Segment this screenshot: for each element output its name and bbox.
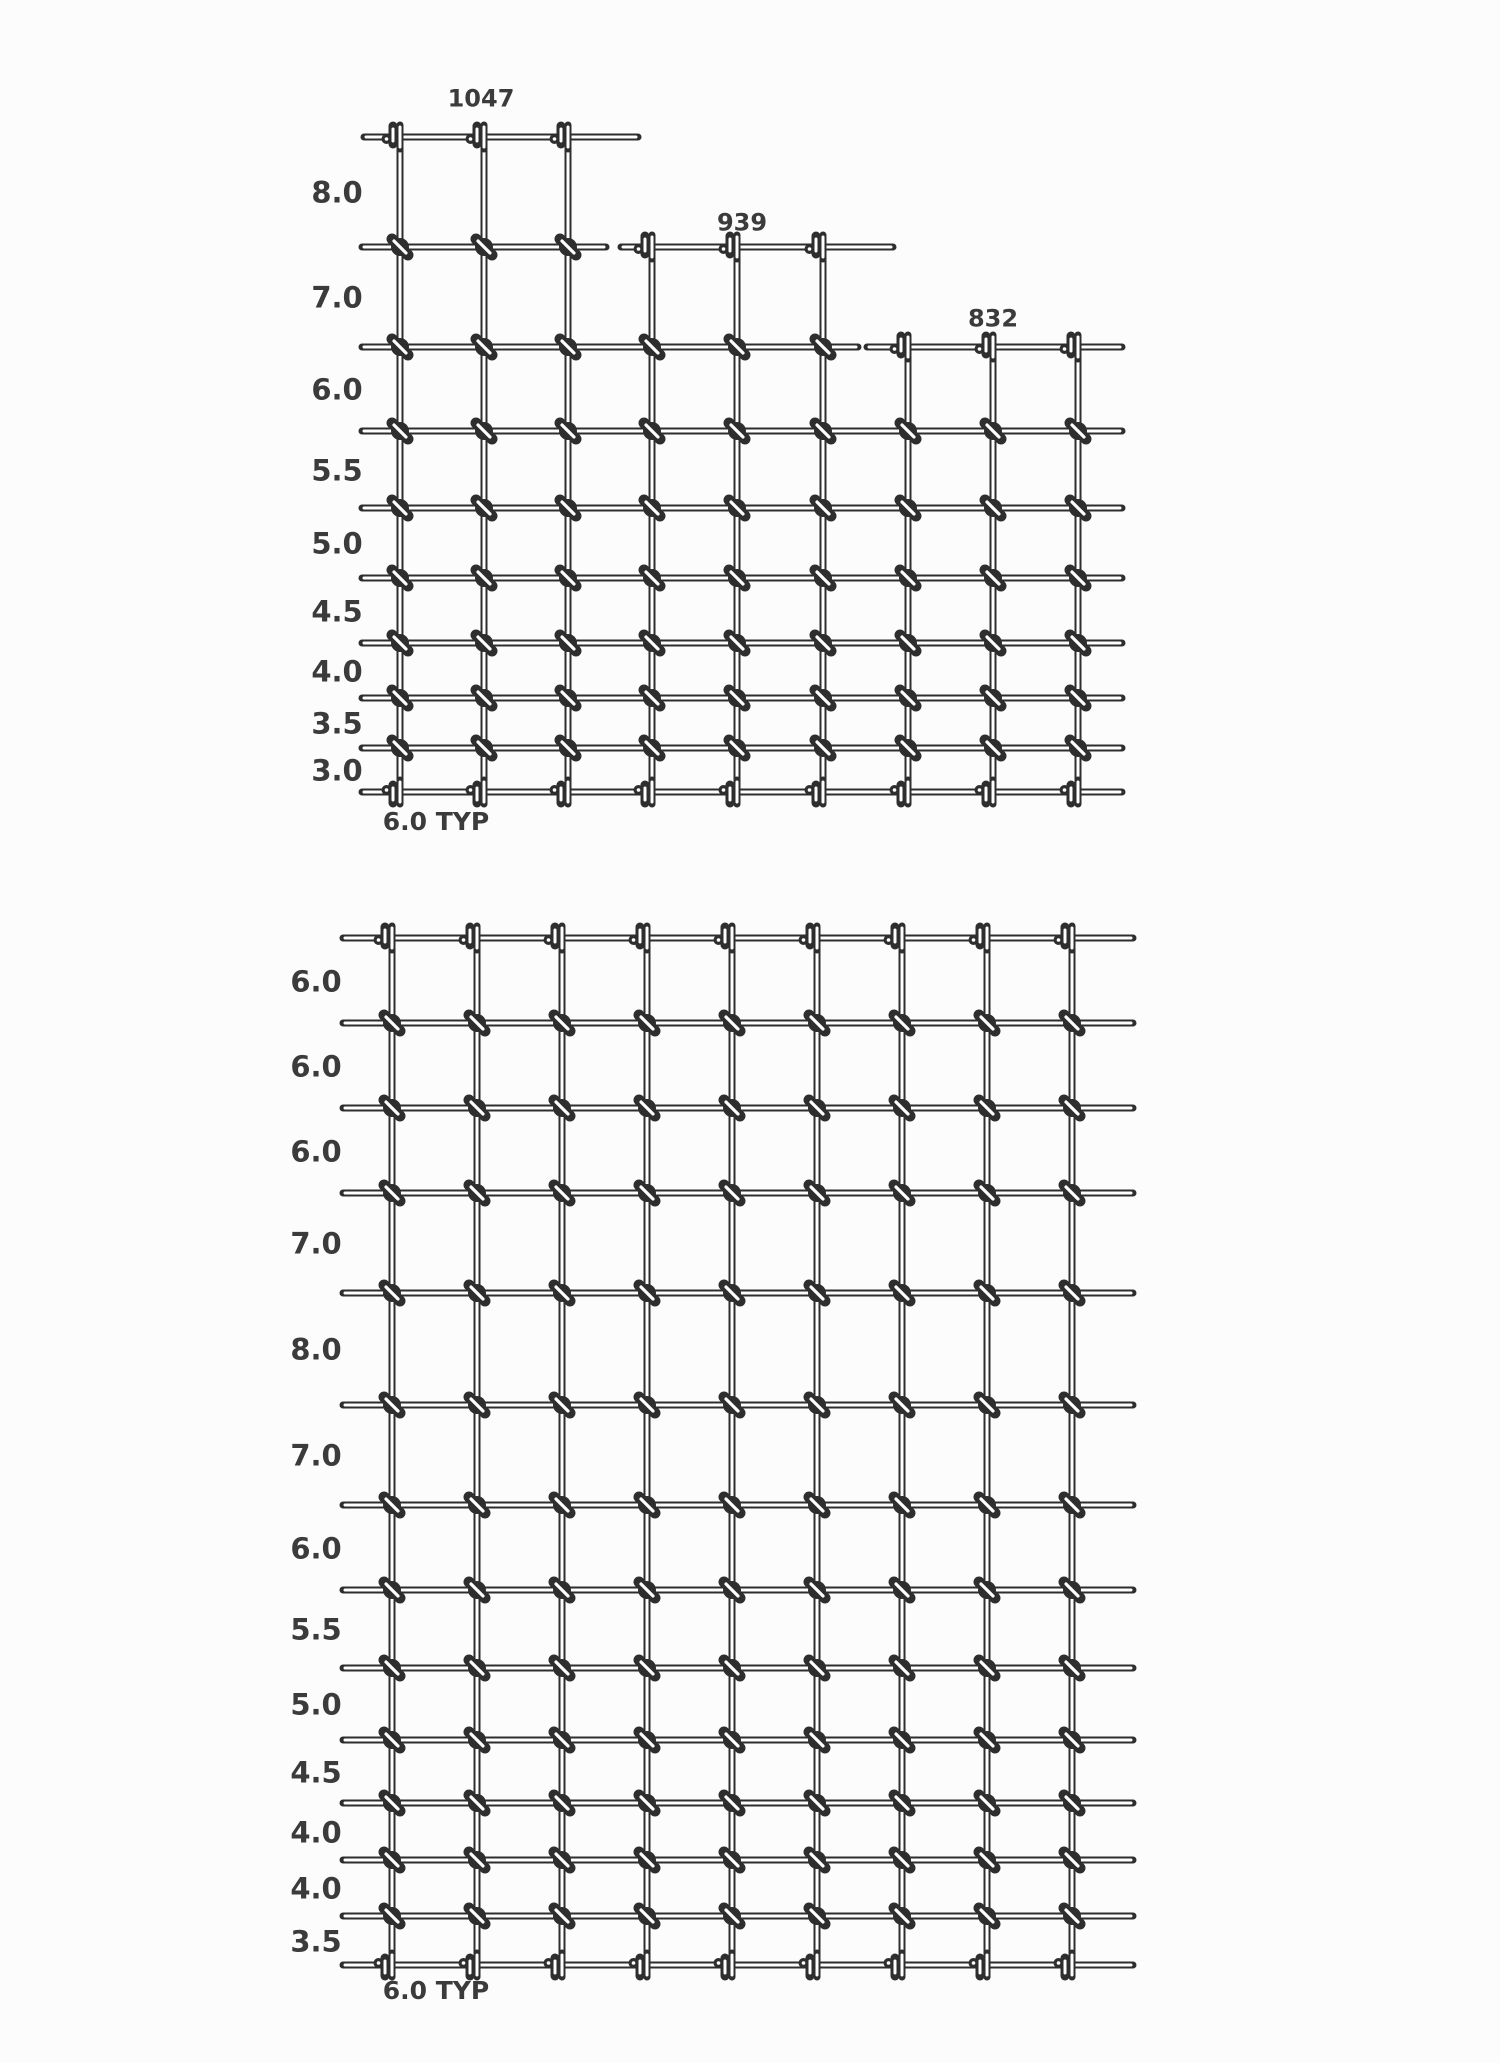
style-number-label: 832 bbox=[967, 304, 1019, 333]
wire-spacing-label: 8.0 bbox=[290, 1332, 342, 1367]
wire-spacing-label: 5.5 bbox=[290, 1612, 342, 1647]
wire-spacing-label: 4.5 bbox=[290, 1755, 342, 1790]
style-number-label: 939 bbox=[716, 208, 768, 237]
wire-spacing-label: 3.5 bbox=[290, 1924, 342, 1959]
wire-spacing-label: 4.0 bbox=[290, 1815, 342, 1850]
wire-spacing-label: 7.0 bbox=[290, 1226, 342, 1261]
style-number-label: 1047 bbox=[447, 84, 515, 113]
wire-spacing-label: 6.0 bbox=[311, 372, 363, 407]
wire-spacing-label: 6.0 bbox=[290, 1134, 342, 1169]
stay-spacing-typ-label: 6.0 TYP bbox=[382, 1976, 490, 2005]
wire-spacing-label: 7.0 bbox=[290, 1438, 342, 1473]
wire-spacing-label: 5.5 bbox=[311, 453, 363, 488]
wire-spacing-label: 5.0 bbox=[311, 526, 363, 561]
wire-spacing-label: 8.0 bbox=[311, 175, 363, 210]
wire-spacing-label: 4.0 bbox=[311, 654, 363, 689]
wire-spacing-label: 7.0 bbox=[311, 280, 363, 315]
wire-spacing-label: 5.0 bbox=[290, 1687, 342, 1722]
wire-spacing-label: 3.5 bbox=[311, 706, 363, 741]
wire-spacing-label: 6.0 bbox=[290, 964, 342, 999]
stay-spacing-typ-label: 6.0 TYP bbox=[382, 807, 490, 836]
wire-spacing-label: 3.0 bbox=[311, 753, 363, 788]
wire-spacing-label: 4.5 bbox=[311, 594, 363, 629]
wire-spacing-label: 6.0 bbox=[290, 1049, 342, 1084]
wire-spacing-label: 6.0 bbox=[290, 1531, 342, 1566]
wire-spacing-label: 4.0 bbox=[290, 1871, 342, 1906]
